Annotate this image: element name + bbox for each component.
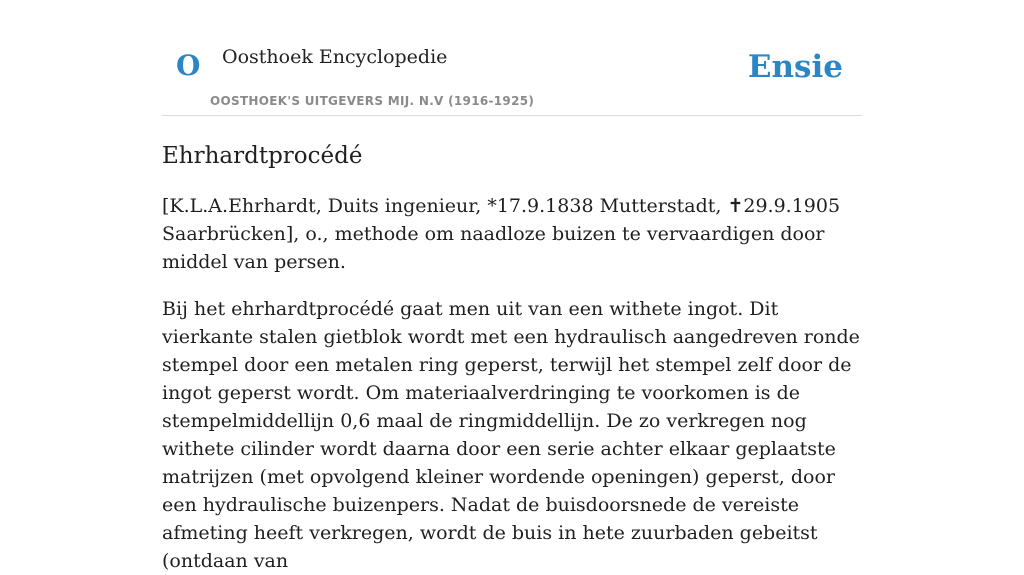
brand-logo-link[interactable]: Ensie (747, 49, 843, 85)
source-logo[interactable]: O (176, 49, 201, 82)
entry-paragraph: [K.L.A.Ehrhardt, Duits ingenieur, *17.9.1838 Mutterstadt, ✝29.9.1905 Saarbrücken], o., methode om naadloze buizen te vervaardigen door middel van persen. (162, 195, 841, 273)
article-page (162, 0, 862, 575)
source-header (162, 0, 862, 116)
source-subtitle: OOSTHOEK'S UITGEVERS MIJ. N.V (1916-1925) (210, 94, 535, 108)
entry-title: Ehrhardtprocédé (162, 143, 363, 169)
entry-paragraph: Bij het ehrhardtprocédé gaat men uit van een withete ingot. Dit vierkante stalen gietblok wordt met een hydraulisch aangedreven ronde stempel door een metalen ring geperst, terwijl het stempel zelf door de ingot geperst wordt. Om materiaalverdringing te voorkomen is de stempelmiddellijn 0,6 maal de ringmiddellijn. De zo verkregen nog withete cilinder wordt daarna door een serie achter elkaar geplaatste matrijzen (met opvolgend kleiner wordende openingen) geperst, door een hydraulische buizenpers. Nadat de buisdoorsnede de vereiste afmeting heeft verkregen, wordt de buis in hete zuurbaden gebeitst (ontdaan van (162, 298, 860, 572)
source-title[interactable]: Oosthoek Encyclopedie (222, 46, 448, 68)
